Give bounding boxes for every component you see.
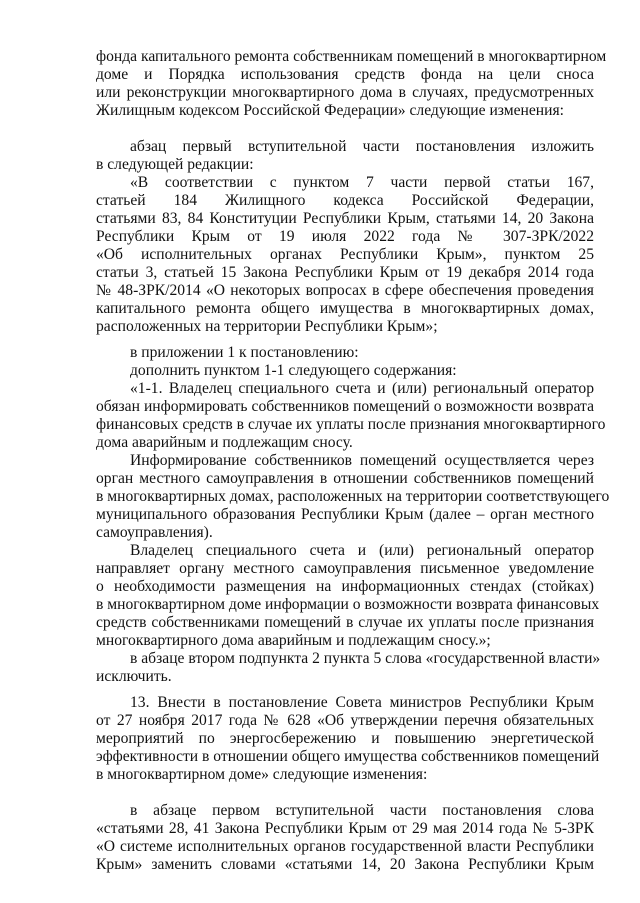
text-line: о необходимости размещения на информационных стендах (стойках) — [96, 578, 594, 595]
text-line: статьи 3, статьей 15 Закона Республики Крым от 19 декабря 2014 года — [96, 264, 594, 281]
text-line: эффективности в отношении общего имущества собственников помещений — [96, 748, 600, 765]
text-line: направляет органу местного самоуправления письменное уведомление — [96, 560, 594, 577]
text-line: в приложении 1 к постановлению: — [130, 344, 359, 361]
text-line: орган местного самоуправления в отношении собственников помещений — [96, 470, 594, 487]
text-line: мероприятий по энергосбережению и повышению энергетической — [96, 730, 594, 747]
text-line: расположенных на территории Республики Крым»; — [96, 318, 438, 335]
text-line: Крым» заменить словами «статьями 14, 20 Закона Республики Крым — [96, 856, 594, 873]
text-line: в следующей редакции: — [96, 156, 254, 173]
text-line: капитального ремонта общего имущества в многоквартирных домах, — [96, 300, 594, 317]
text-line: средств собственниками помещений в случае их уплаты после признания — [96, 614, 594, 631]
text-line: «1-1. Владелец специального счета и (или) региональный оператор — [130, 380, 594, 397]
text-line: от 27 ноября 2017 года № 628 «Об утверждении перечня обязательных — [96, 712, 594, 729]
text-line: в многоквартирном доме» следующие изменения: — [96, 766, 428, 783]
text-line: «Об исполнительных органах Республики Крым», пунктом 25 — [96, 246, 594, 263]
text-line: № 48-ЗРК/2014 «О некоторых вопросах в сфере обеспечения проведения — [96, 282, 594, 299]
text-line: самоуправления). — [96, 524, 213, 541]
text-line: Информирование собственников помещений осуществляется через — [130, 452, 594, 469]
text-line: «статьями 28, 41 Закона Республики Крым от 29 мая 2014 года № 5-ЗРК — [96, 820, 594, 837]
text-line: финансовых средств в случае их уплаты после признания многоквартирного — [96, 416, 606, 433]
text-line: или реконструкции многоквартирного дома в случаях, предусмотренных — [96, 84, 594, 101]
text-line: дополнить пунктом 1-1 следующего содержания: — [130, 362, 457, 379]
text-line: фонда капитального ремонта собственникам помещений в многоквартирном — [96, 48, 607, 65]
text-line: в абзаце втором подпункта 2 пункта 5 слова «государственной власти» — [130, 650, 601, 667]
text-line: Республики Крым от 19 июля 2022 года № 307-ЗРК/2022 — [96, 228, 594, 245]
text-line: «В соответствии с пунктом 7 части первой статьи 167, — [130, 174, 594, 191]
text-line: Жилищным кодексом Российской Федерации» следующие изменения: — [96, 102, 564, 119]
text-line: исключить. — [96, 668, 172, 685]
text-line: муниципального образования Республики Крым (далее – орган местного — [96, 506, 594, 523]
text-line: многоквартирного дома аварийным и подлежащим сносу.»; — [96, 632, 491, 649]
text-line: 13. Внести в постановление Совета министров Республики Крым — [130, 694, 594, 711]
text-line: доме и Порядка использования средств фонда на цели сноса — [96, 66, 594, 83]
text-line: статьей 184 Жилищного кодекса Российской Федерации, — [96, 192, 594, 209]
text-line: в абзаце первом вступительной части постановления слова — [130, 802, 594, 819]
text-line: статьями 83, 84 Конституции Республики Крым, статьями 14, 20 Закона — [96, 210, 594, 227]
text-line: дома аварийным и подлежащим сносу. — [96, 434, 353, 451]
text-line: в многоквартирных домах, расположенных на территории соответствующего — [96, 488, 610, 505]
text-line: Владелец специального счета и (или) региональный оператор — [130, 542, 594, 559]
text-line: «О системе исполнительных органов государственной власти Республики — [96, 838, 594, 855]
text-line: обязан информировать собственников помещений о возможности возврата — [96, 398, 594, 415]
text-line: абзац первый вступительной части постановления изложить — [130, 138, 594, 155]
text-line: в многоквартирном доме информации о возможности возврата финансовых — [96, 596, 600, 613]
